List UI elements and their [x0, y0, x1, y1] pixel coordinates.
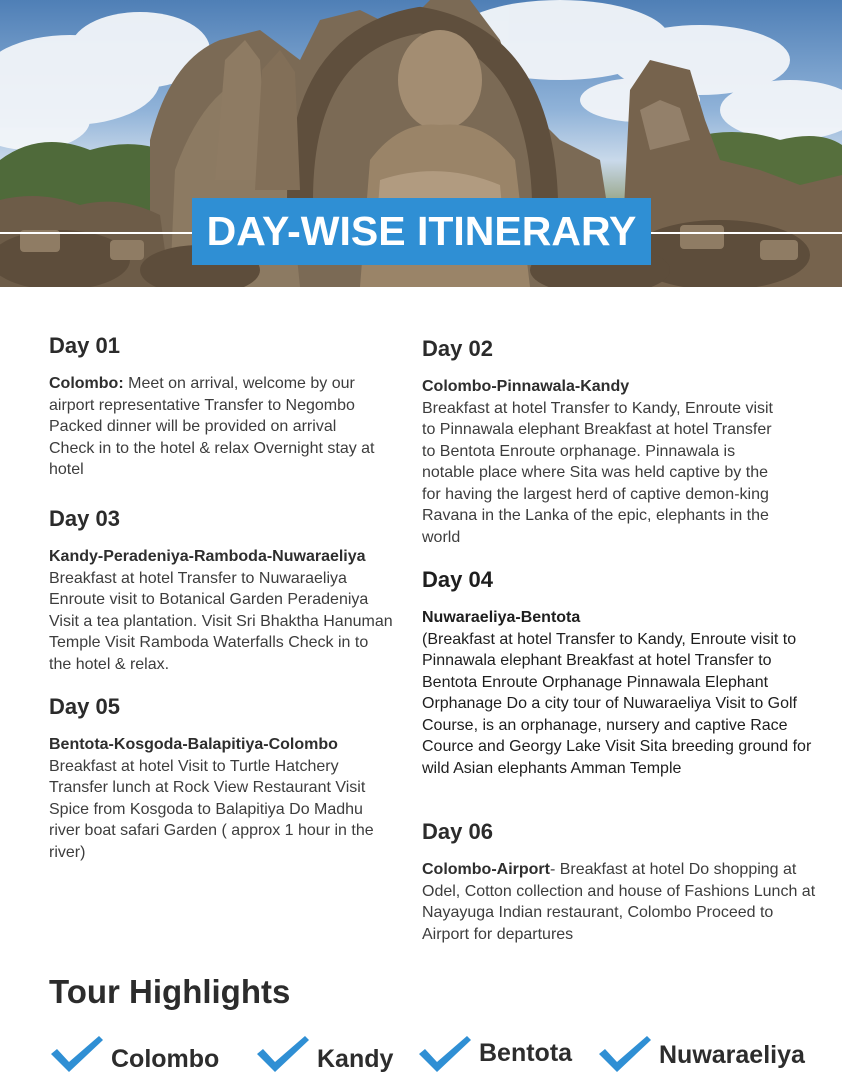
highlight-label: Nuwaraeliya — [659, 1041, 805, 1069]
day-06-title: Day 06 — [422, 819, 493, 844]
day-03-lead: Kandy-Peradeniya-Ramboda-Nuwaraeliya — [49, 548, 366, 565]
hero-image — [0, 0, 842, 287]
checkmark-icon — [597, 1034, 653, 1074]
day-05-title: Day 05 — [49, 694, 120, 719]
highlight-label: Colombo — [111, 1045, 220, 1073]
highlight-item-bentota — [417, 1034, 572, 1074]
day-04-block — [422, 567, 817, 779]
day-02-lead: Colombo-Pinnawala-Kandy — [422, 378, 630, 395]
highlight-item-nuwaraeliya — [597, 1034, 805, 1074]
tour-highlights-title: Tour Highlights — [49, 973, 291, 1010]
day-03-text — [49, 546, 394, 675]
day-05-block — [49, 694, 394, 863]
day-06-body: - Breakfast at hotel Do shopping at Odel, Cotton collection and house of Fashions Lunch at Nayayuga Indian restaurant, Colombo Proceed to Airport for departures — [422, 861, 816, 943]
day-06-lead: Colombo-Airport — [422, 861, 550, 878]
day-02-body: Breakfast at hotel Transfer to Kandy, Enroute visit to Pinnawala elephant Breakfast at hotel Transfer to Bentota Enroute orphanage. Pinnawala is notable place where Sita was held captive by the for having the largest herd of captive demon-king Ravana in the Lanka of the epic, elephants in the world — [422, 399, 773, 546]
day-02-block — [422, 336, 787, 548]
day-01-body: Meet on arrival, welcome by our airport representative Transfer to Negombo Packed dinner will be provided on arrival Check in to the hotel & relax Overnight stay at hotel — [49, 375, 375, 478]
checkmark-icon — [49, 1034, 105, 1074]
day-03-title: Day 03 — [49, 506, 120, 531]
day-05-text — [49, 734, 394, 863]
day-02-text — [422, 376, 787, 548]
day-05-body: Breakfast at hotel Visit to Turtle Hatchery Transfer lunch at Rock View Restaurant Visit Spice from Kosgoda to Balapitiya Do Madhu river boat safari Garden ( approx 1 hour in the river) — [49, 757, 374, 861]
day-05-lead: Bentota-Kosgoda-Balapitiya-Colombo — [49, 736, 338, 753]
day-04-lead: Nuwaraeliya-Bentota — [422, 609, 581, 626]
checkmark-icon — [417, 1034, 473, 1074]
highlight-item-kandy — [255, 1034, 393, 1074]
highlight-item-colombo — [49, 1034, 219, 1074]
day-01-text — [49, 373, 379, 481]
day-04-text — [422, 607, 817, 779]
day-01-title: Day 01 — [49, 333, 120, 358]
day-06-block — [422, 819, 822, 945]
day-01-block — [49, 333, 379, 481]
day-03-block — [49, 506, 394, 675]
day-02-title: Day 02 — [422, 336, 493, 361]
day-06-text — [422, 859, 822, 945]
day-03-body: Breakfast at hotel Transfer to Nuwaraeliya Enroute visit to Botanical Garden Peradeniya Visit a tea plantation. Visit Sri Bhaktha Hanuman Temple Visit Ramboda Waterfalls Check in to the hotel & relax. — [49, 569, 393, 673]
highlight-label: Kandy — [317, 1045, 394, 1073]
day-04-body: (Breakfast at hotel Transfer to Kandy, Enroute visit to Pinnawala elephant Breakfast at hotel Transfer to Bentota Enroute Orphanage Pinnawala Elephant Orphanage Do a city tour of Nuwaraeliya Visit to Golf Course, is an orphanage, nursery and captive Race Cource and Georgy Lake Visit Sita breeding ground for wild Asian elephants Amman Temple — [422, 630, 812, 777]
hero-banner — [192, 198, 651, 265]
highlight-label: Bentota — [479, 1039, 573, 1067]
day-01-lead: Colombo: — [49, 375, 124, 392]
day-04-title: Day 04 — [422, 567, 493, 592]
checkmark-icon — [255, 1034, 311, 1074]
page-title: DAY-WISE ITINERARY — [206, 208, 637, 254]
